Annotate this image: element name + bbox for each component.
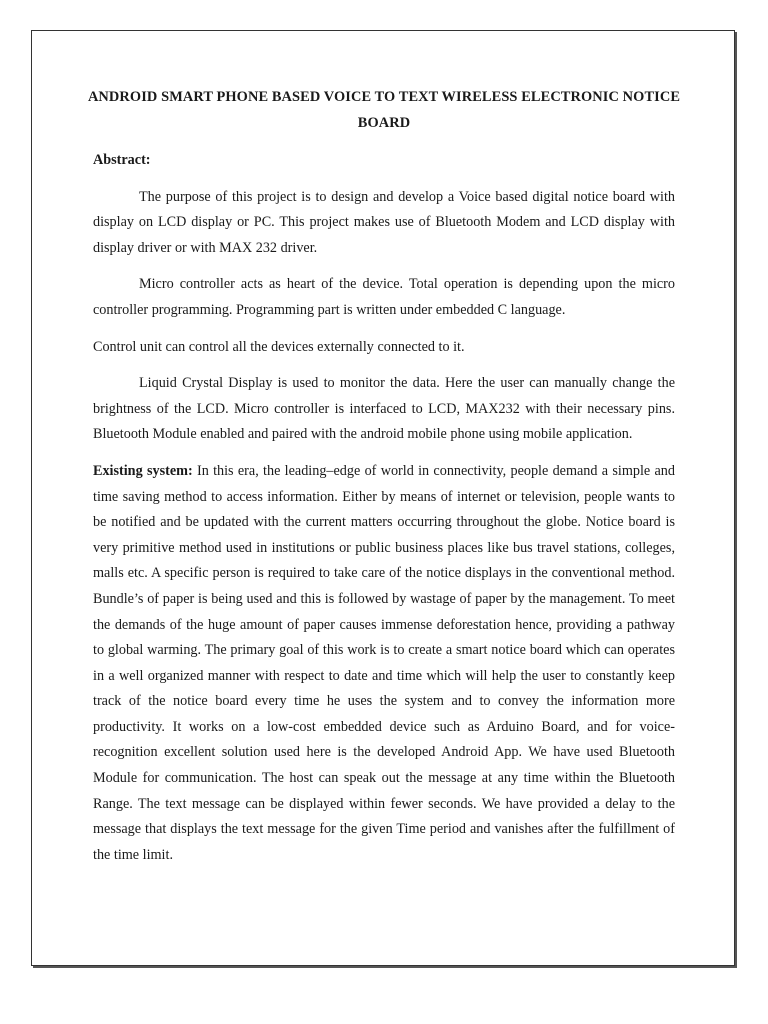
abstract-paragraph-1: The purpose of this project is to design and develop a Voice based digital notice board with display on LCD display or PC. This project makes use of Bluetooth Modem and LCD display with display driver or with MAX 232 driver. bbox=[93, 188, 675, 256]
abstract-heading: Abstract: bbox=[93, 152, 151, 168]
abstract-paragraph-2: Micro controller acts as heart of the device. Total operation is depending upon the micro controller programming. Programming part is written under embedded C language. bbox=[93, 276, 675, 318]
document-title: ANDROID SMART PHONE BASED VOICE TO TEXT WIRELESS ELECTRONIC NOTICE BOARD bbox=[87, 89, 681, 131]
existing-system-text: In this era, the leading–edge of world in connectivity, people demand a simple and time saving method to access information. Either by means of internet or television, people wants to be notified and be updated with the current matters occurring throughout the globe. Notice board is very primitive method used in institutions or public business places like bus travel stations, colleges, malls etc. A specific person is required to take care of the notice displays in the conventional method. Bundle’s of paper is being used and this is followed by wastage of paper by the management. To meet the demands of the huge amount of paper causes immense deforestation hence, providing a pathway to global warming. The primary goal of this work is to create a smart notice board which can operates in a well organized manner with respect to date and time which will help the user to constantly keep track of the notice board every time he uses the system and to convey the information more productivity. It works on a low-cost embedded device such as Arduino Board, and for voice-recognition excellent solution used here is the developed Android App. We have used Bluetooth Module for communication. The host can speak out the message at any time within the Bluetooth Range. The text message can be displayed within fewer seconds. We have provided a delay to the message that displays the text message for the given Time period and vanishes after the fulfillment of the time limit. bbox=[93, 462, 675, 863]
existing-system-paragraph bbox=[93, 459, 675, 869]
abstract-paragraph-4: Liquid Crystal Display is used to monitor the data. Here the user can manually change the brightness of the LCD. Micro controller is interfaced to LCD, MAX232 with their necessary pins. Bluetooth Module enabled and paired with the android mobile phone using mobile application. bbox=[93, 375, 675, 443]
document-body bbox=[87, 84, 681, 879]
abstract-paragraph-3: Control unit can control all the devices externally connected to it. bbox=[93, 338, 465, 355]
existing-system-heading: Existing system: bbox=[93, 462, 193, 479]
